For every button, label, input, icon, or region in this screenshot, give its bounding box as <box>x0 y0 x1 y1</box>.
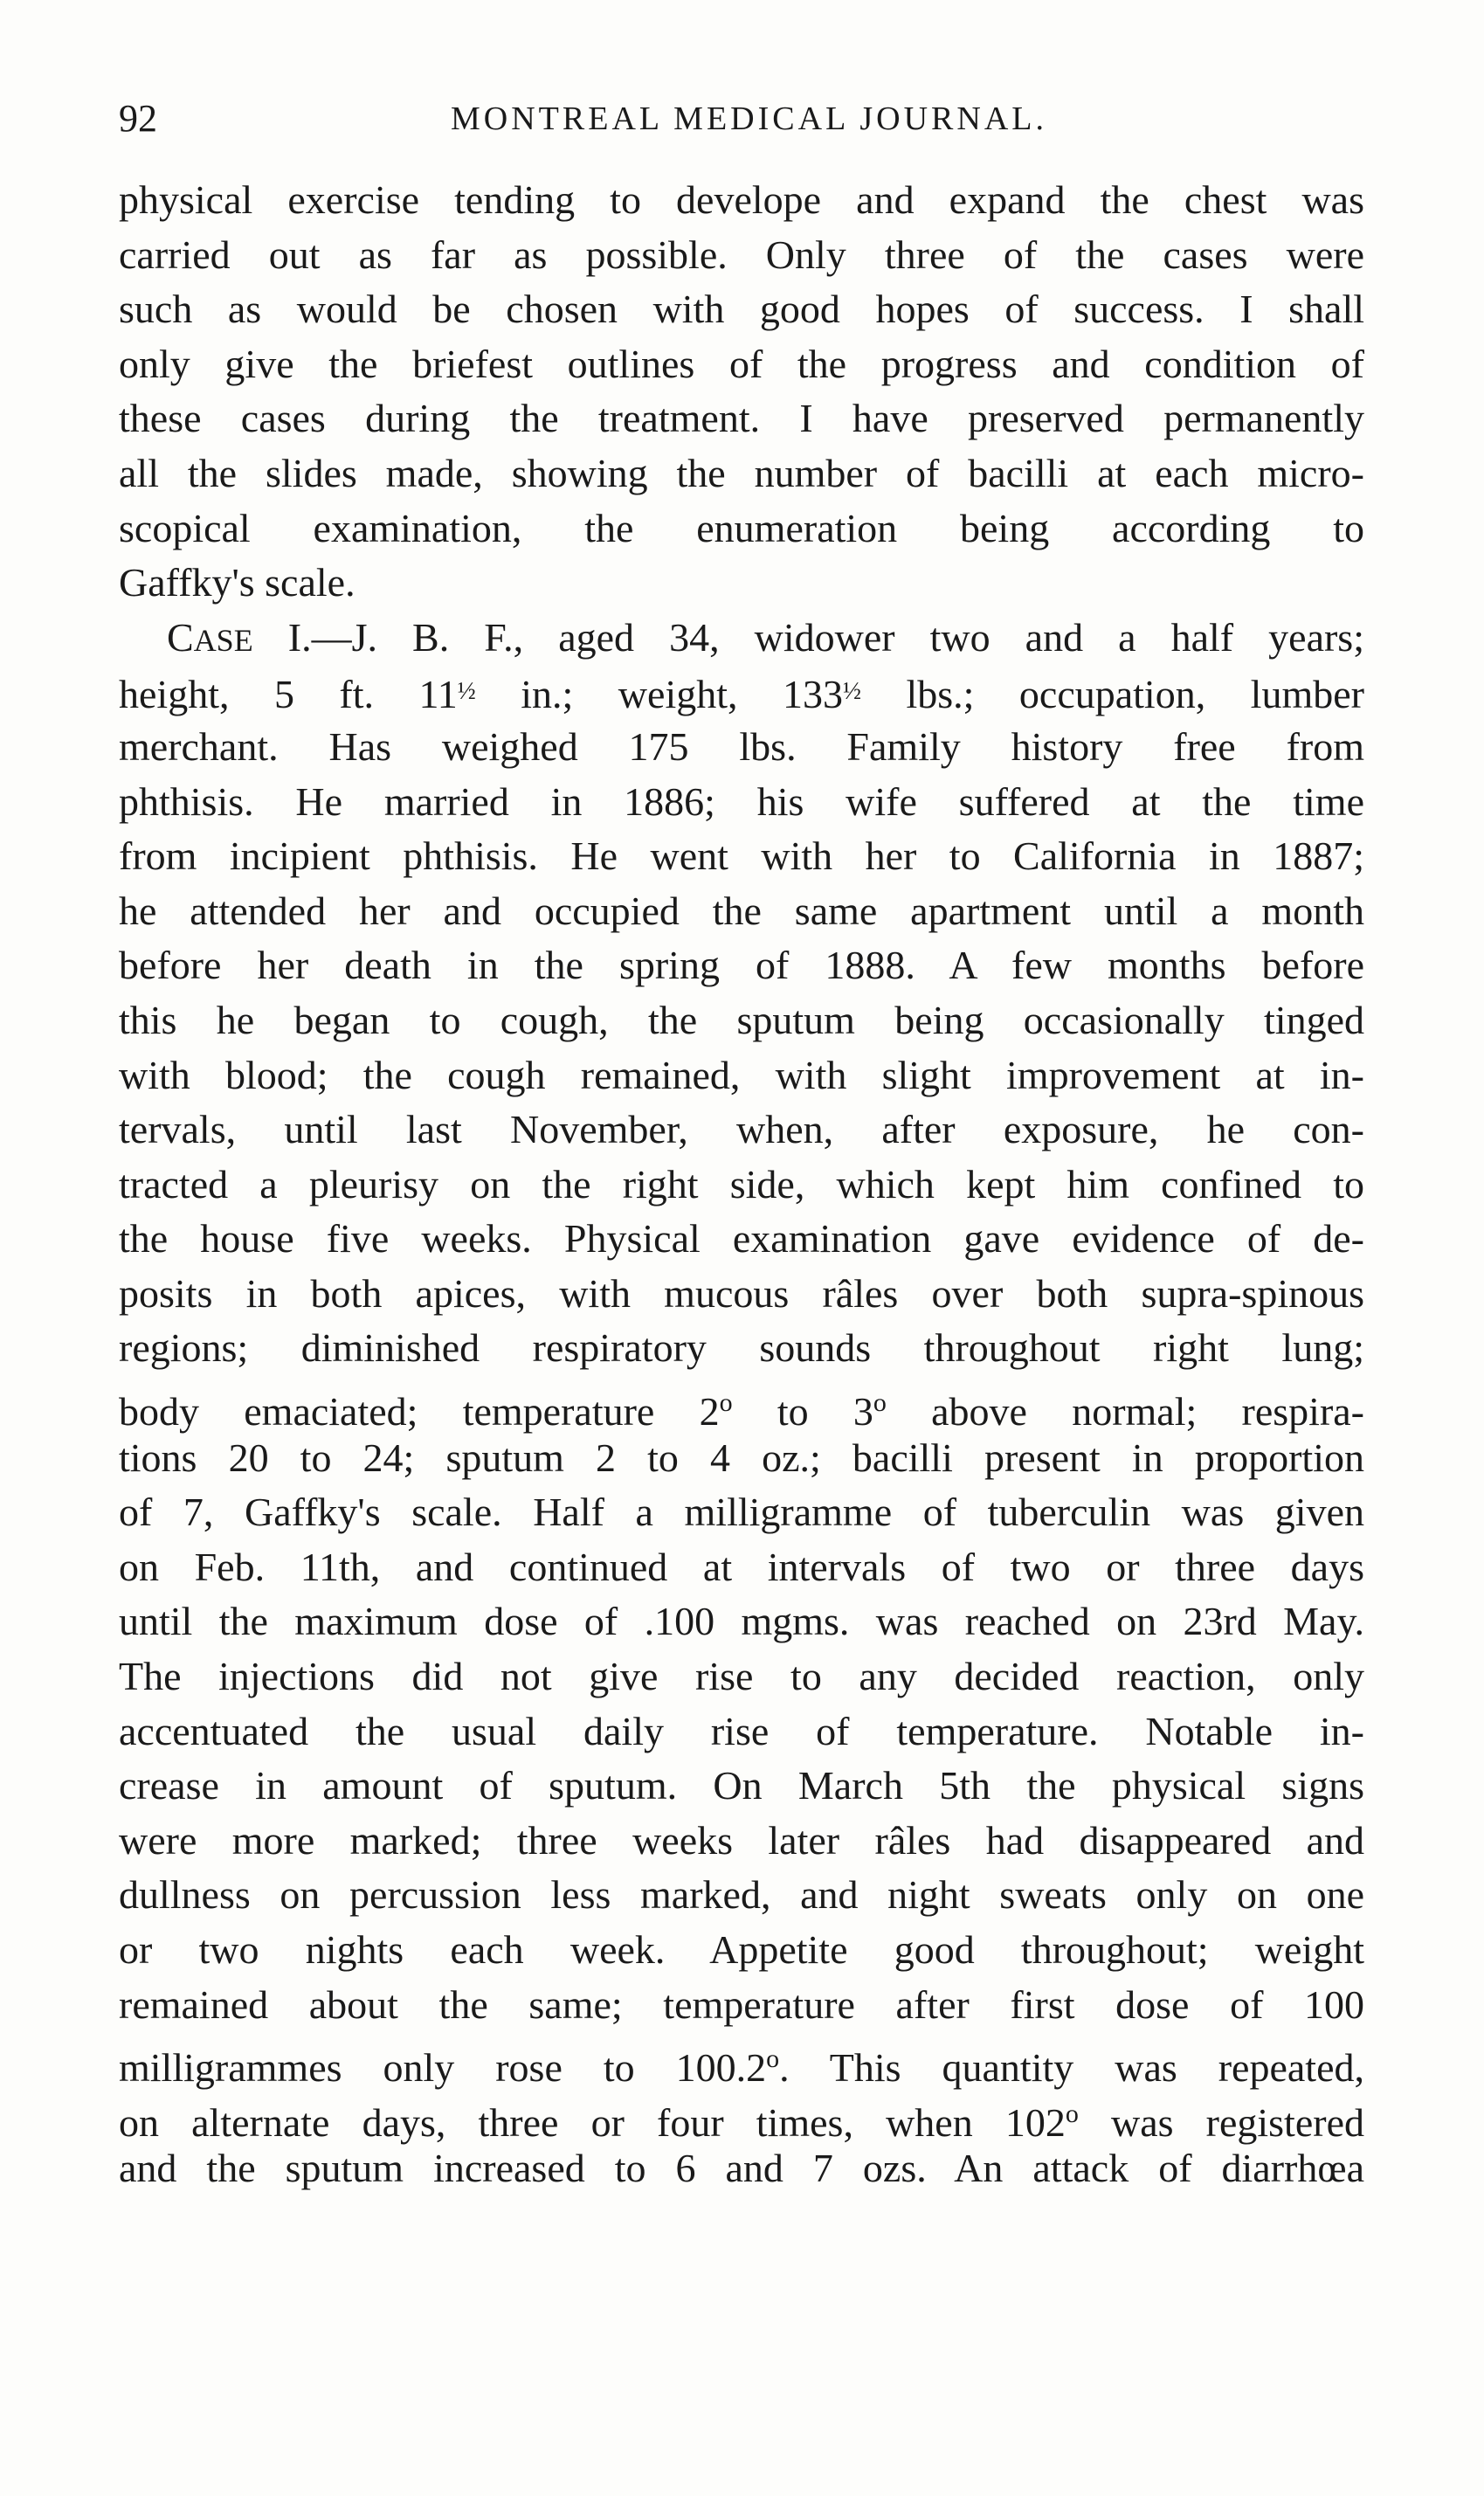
text-line: only give the briefest outlines of the progress and condition of <box>119 341 1364 386</box>
journal-title: MONTREAL MEDICAL JOURNAL. <box>451 100 1047 137</box>
text-line: tervals, until last November, when, after exposure, he con- <box>119 1107 1364 1152</box>
text-line: with blood; the cough remained, with slight improvement at in- <box>119 1052 1364 1097</box>
text-line: these cases during the treatment. I have preserved permanently <box>119 396 1364 441</box>
text-line: from incipient phthisis. He went with her to California in 1887; <box>119 833 1364 879</box>
fraction: ½ <box>457 678 476 706</box>
text-run: . This quantity was repeated, <box>779 2045 1365 2091</box>
case-label-smallcaps: ASE <box>193 622 253 658</box>
text-line: merchant. Has weighed 175 lbs. Family history free from <box>119 723 1364 769</box>
text-line: all the slides made, showing the number of bacilli at each micro- <box>119 450 1364 495</box>
text-line: physical exercise tending to develope and expand the chest was <box>119 177 1364 222</box>
degree-sign: o <box>873 1388 887 1418</box>
text-line: carried out as far as possible. Only three of the cases were <box>119 232 1364 277</box>
degree-sign: o <box>719 1388 733 1418</box>
text-line: this he began to cough, the sputum being occasionally tinged <box>119 997 1364 1042</box>
text-line <box>119 665 1364 720</box>
running-head <box>119 93 1368 145</box>
text-line: before her death in the spring of 1888. A few months before <box>119 943 1364 988</box>
text-line: he attended her and occupied the same apartment until a month <box>119 888 1364 933</box>
text-run: milligrammes only rose to 100.2 <box>119 2045 767 2091</box>
text-line: or two nights each week. Appetite good throughout; weight <box>119 1927 1364 1972</box>
text-line: crease in amount of sputum. On March 5th the physical signs <box>119 1763 1364 1808</box>
degree-sign: o <box>766 2044 780 2074</box>
text-line: tions 20 to 24; sputum 2 to 4 oz.; bacilli present in proportion <box>119 1435 1364 1480</box>
text-run: height, 5 ft. 11 <box>119 672 458 717</box>
case-label-initial: C <box>167 614 194 660</box>
text-line: posits in both apices, with mucous râles over both supra-spinous <box>119 1270 1364 1316</box>
text-line <box>119 1376 1364 1435</box>
article-body <box>119 173 1364 2196</box>
text-line: such as would be chosen with good hopes of success. I shall <box>119 287 1364 332</box>
text-line: scopical examination, the enumeration being according to <box>119 505 1364 550</box>
text-line: Gaffky's scale. <box>119 560 355 605</box>
text-run: to 3 <box>732 1389 873 1435</box>
text-line: remained about the same; temperature after first dose of 100 <box>119 1981 1364 2027</box>
text-run: on alternate days, three or four times, when 102 <box>119 2099 1066 2145</box>
text-line: accentuated the usual daily rise of temperature. Notable in- <box>119 1708 1364 1753</box>
text-run: in.; weight, 133 <box>475 672 843 717</box>
text-line: until the maximum dose of .100 mgms. was reached on 23rd May. <box>119 1599 1364 1644</box>
text-line: of 7, Gaffky's scale. Half a milligramme of tuberculin was given <box>119 1490 1364 1535</box>
text-line: were more marked; three weeks later râles had disappeared and <box>119 1817 1364 1863</box>
text-run: was registered <box>1078 2099 1364 2145</box>
text-run: above normal; respira- <box>886 1389 1364 1435</box>
fraction: ½ <box>842 678 861 706</box>
page-number: 92 <box>119 97 157 140</box>
case-heading-line <box>119 611 1364 666</box>
text-line: on Feb. 11th, and continued at intervals of two or three days <box>119 1544 1364 1589</box>
text-run: lbs.; occupation, lumber <box>860 672 1364 717</box>
degree-sign: o <box>1065 2098 1079 2128</box>
text-line <box>119 2032 1365 2091</box>
text-line: The injections did not give rise to any decided reaction, only <box>119 1654 1364 1699</box>
text-line: and the sputum increased to 6 and 7 ozs. An attack of diarrhœa <box>119 2146 1364 2191</box>
text-run: body emaciated; temperature 2 <box>119 1389 720 1435</box>
case-line-text: I.—J. B. F., aged 34, widower two and a half years; <box>252 614 1364 660</box>
text-line: dullness on percussion less marked, and night sweats only on one <box>119 1872 1364 1918</box>
text-line: regions; diminished respiratory sounds throughout right lung; <box>119 1325 1364 1371</box>
text-line <box>119 2087 1364 2145</box>
text-line: the house five weeks. Physical examination gave evidence of de- <box>119 1216 1364 1262</box>
text-line: tracted a pleurisy on the right side, which kept him confined to <box>119 1161 1364 1207</box>
text-line: phthisis. He married in 1886; his wife suffered at the time <box>119 778 1364 824</box>
